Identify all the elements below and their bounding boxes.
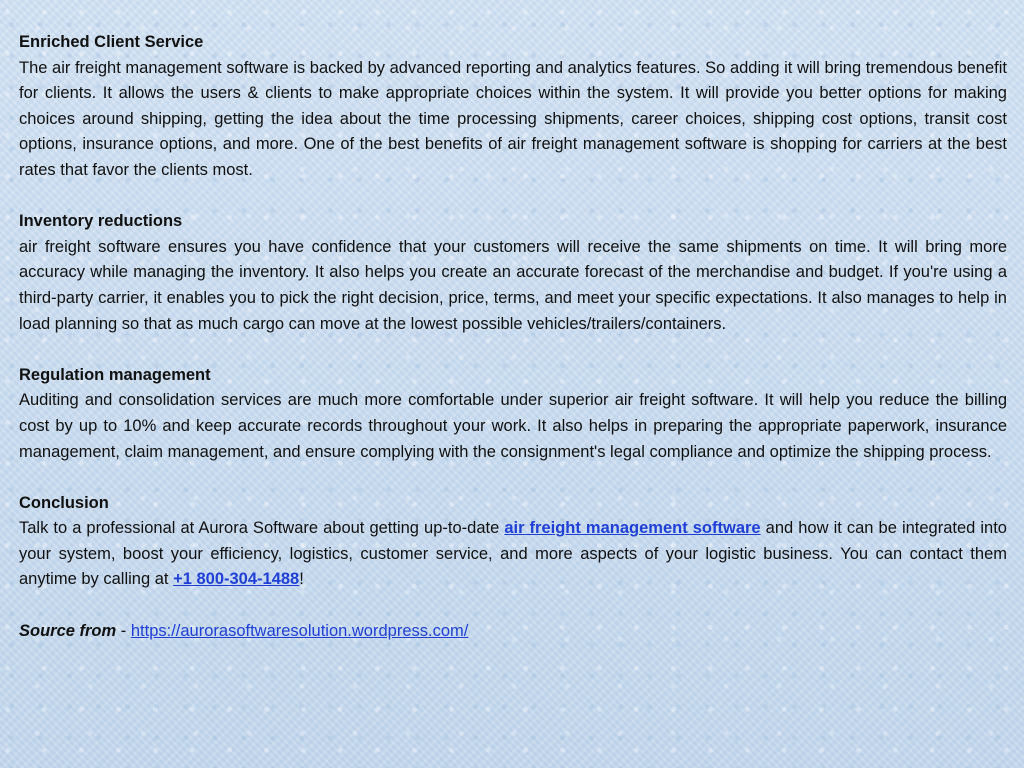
phone-number-link[interactable]: +1 800-304-1488 xyxy=(173,570,300,589)
conclusion-text: Talk to a professional at Aurora Software about getting up-to-date xyxy=(19,519,505,538)
section-heading: Inventory reductions xyxy=(19,212,183,231)
section-inventory-reductions xyxy=(19,209,1007,337)
section-conclusion xyxy=(19,491,1007,593)
section-regulation-management xyxy=(19,363,1007,465)
conclusion-paragraph xyxy=(19,516,1007,593)
section-enriched-client-service xyxy=(19,30,1007,184)
section-paragraph: Auditing and consolidation services are much more comfortable under superior air freight software. It will help you reduce the billing cost by up to 10% and keep accurate records throughout your work. It also helps in preparing the appropriate paperwork, insurance management, claim management, and ensure complying with the consignment's legal compliance and optimize the shipping process. xyxy=(19,391,1007,461)
section-source xyxy=(19,619,1007,645)
source-separator: - xyxy=(116,621,131,640)
section-paragraph: air freight software ensures you have confidence that your customers will receive the same shipments on time. It will bring more accuracy while managing the inventory. It also helps you create an accurate forecast of the merchandise and budget. If you're using a third-party carrier, it enables you to pick the right decision, price, terms, and meet your specific expectations. It also manages to help in load planning so that as much cargo can move at the lowest possible vehicles/trailers/containers. xyxy=(19,237,1007,333)
air-freight-software-link[interactable]: air freight management software xyxy=(504,519,761,538)
conclusion-text: and how it can be integrated into your system, boost your efficiency, logistics, customer service, and more aspects of your logistic business. You can contact them anytime by calling at xyxy=(19,519,1007,589)
source-url-link[interactable]: https://aurorasoftwaresolution.wordpress.com/ xyxy=(130,621,469,640)
section-heading: Conclusion xyxy=(19,493,109,512)
section-heading: Enriched Client Service xyxy=(19,33,204,51)
conclusion-text: ! xyxy=(299,570,304,589)
section-heading: Regulation management xyxy=(19,365,211,384)
source-label: Source from xyxy=(19,621,117,640)
source-line xyxy=(19,619,1007,645)
document-body xyxy=(19,30,1007,670)
section-paragraph: The air freight management software is backed by advanced reporting and analytics features. So adding it will bring tremendous benefit for clients. It allows the users & clients to make appropriate choices within the system. It will provide you better options for making choices around shipping, getting the idea about the time processing shipments, career choices, shipping cost options, transit cost options, insurance options, and more. One of the best benefits of air freight management software is shopping for carriers at the best rates that favor the clients most. xyxy=(19,58,1007,179)
